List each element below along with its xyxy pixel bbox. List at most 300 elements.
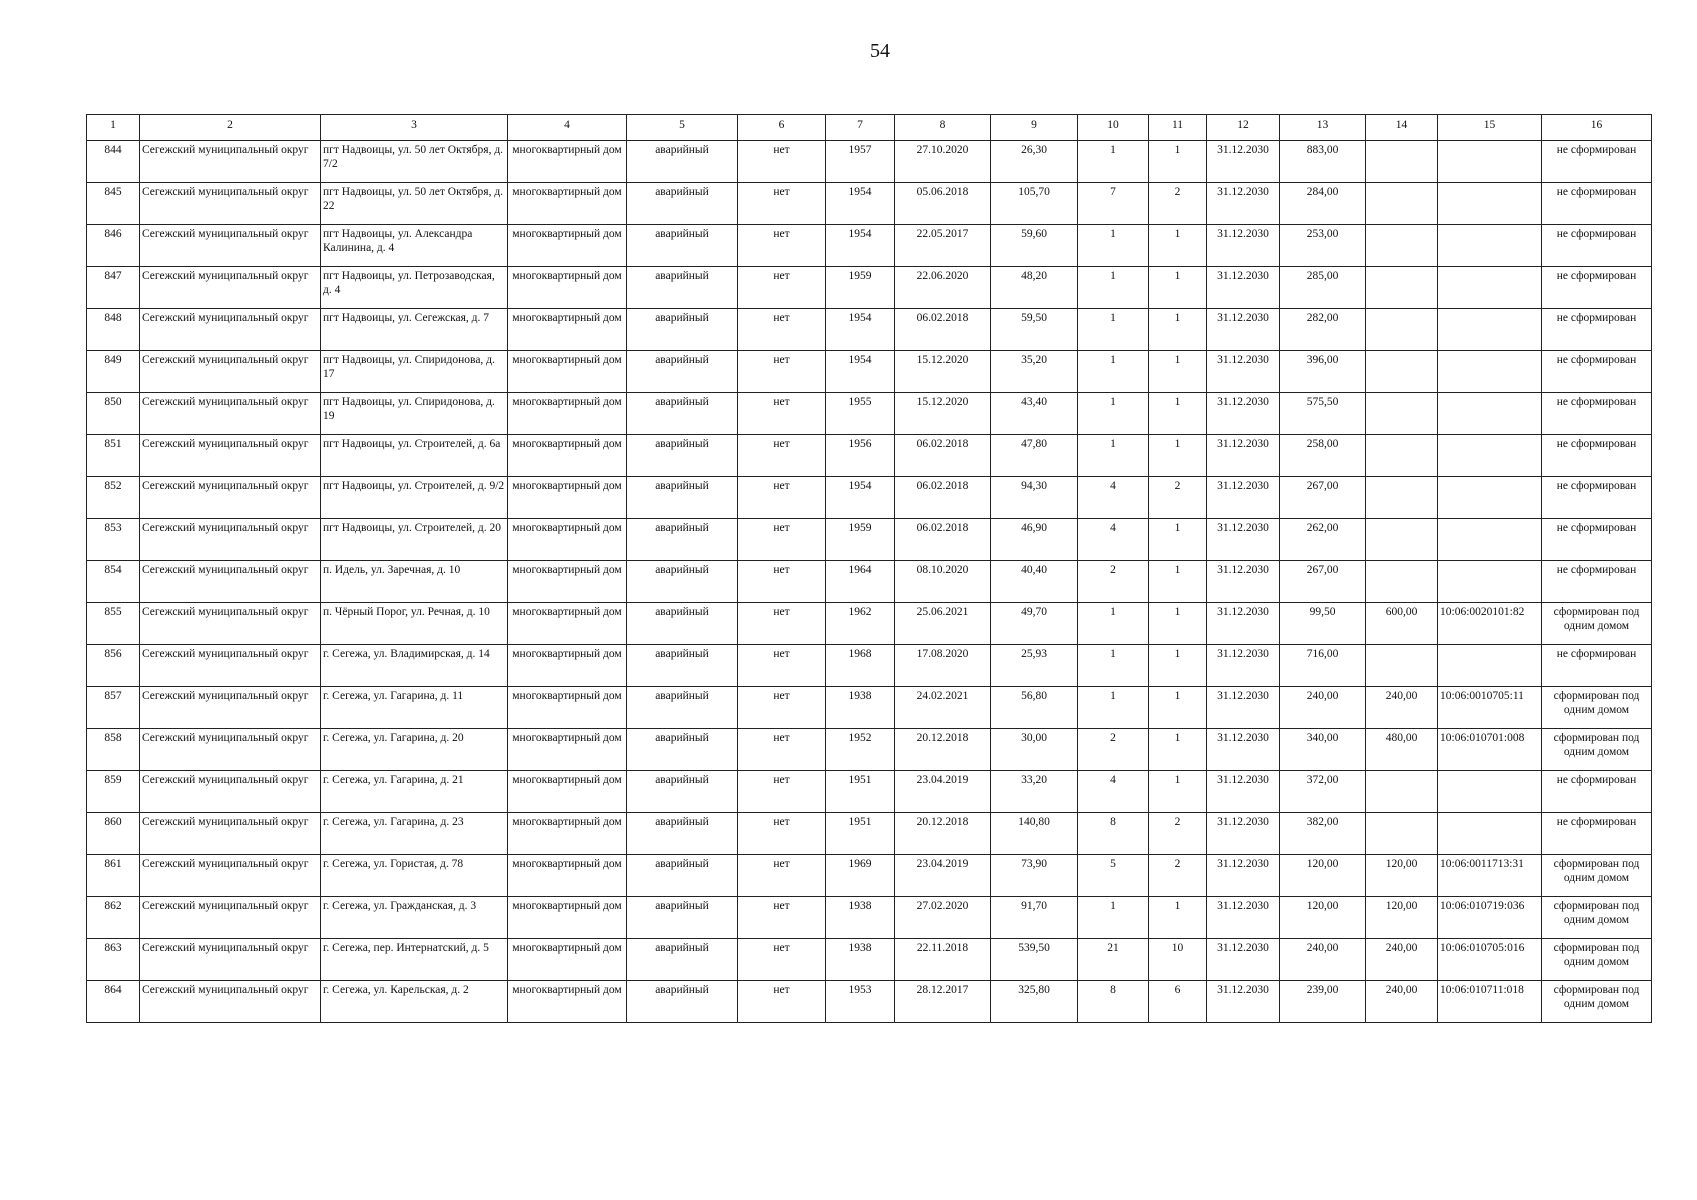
recognition-date-cell: 05.06.2018 <box>895 183 991 225</box>
building-type-cell: многоквартирный дом <box>508 141 627 183</box>
land-plot-status-cell: не сформирован <box>1542 351 1652 393</box>
address-cell: г. Сегежа, ул. Гагарина, д. 11 <box>321 687 508 729</box>
cadastral-number-cell <box>1438 141 1542 183</box>
column-6-cell: нет <box>738 603 826 645</box>
building-type-cell: многоквартирный дом <box>508 981 627 1023</box>
table-row <box>87 141 1652 183</box>
column-13-cell: 284,00 <box>1280 183 1366 225</box>
year-built-cell: 1956 <box>826 435 895 477</box>
condition-cell: аварийный <box>627 897 738 939</box>
condition-cell: аварийный <box>627 687 738 729</box>
cadastral-number-cell: 10:06:0010705:11 <box>1438 687 1542 729</box>
area-cell: 539,50 <box>991 939 1078 981</box>
land-plot-status-cell: не сформирован <box>1542 561 1652 603</box>
deadline-cell: 31.12.2030 <box>1207 435 1280 477</box>
cadastral-number-cell <box>1438 645 1542 687</box>
recognition-date-cell: 06.02.2018 <box>895 435 991 477</box>
deadline-cell: 31.12.2030 <box>1207 519 1280 561</box>
column-13-cell: 239,00 <box>1280 981 1366 1023</box>
column-10-cell: 8 <box>1078 981 1149 1023</box>
condition-cell: аварийный <box>627 729 738 771</box>
column-13-cell: 396,00 <box>1280 351 1366 393</box>
column-header-12: 12 <box>1207 115 1280 141</box>
cadastral-number-cell <box>1438 435 1542 477</box>
column-11-cell: 1 <box>1149 393 1207 435</box>
column-10-cell: 1 <box>1078 267 1149 309</box>
column-13-cell: 883,00 <box>1280 141 1366 183</box>
address-cell: г. Сегежа, ул. Гористая, д. 78 <box>321 855 508 897</box>
cadastral-number-cell: 10:06:010705:016 <box>1438 939 1542 981</box>
area-cell: 25,93 <box>991 645 1078 687</box>
cadastral-number-cell <box>1438 561 1542 603</box>
area-cell: 49,70 <box>991 603 1078 645</box>
column-header-14: 14 <box>1366 115 1438 141</box>
condition-cell: аварийный <box>627 225 738 267</box>
year-built-cell: 1954 <box>826 477 895 519</box>
recognition-date-cell: 20.12.2018 <box>895 729 991 771</box>
municipality-cell: Сегежский муниципальный округ <box>140 855 321 897</box>
municipality-cell: Сегежский муниципальный округ <box>140 183 321 225</box>
address-cell: п. Идель, ул. Заречная, д. 10 <box>321 561 508 603</box>
year-built-cell: 1954 <box>826 225 895 267</box>
table-row <box>87 225 1652 267</box>
land-plot-status-cell: сформирован под одним домом <box>1542 897 1652 939</box>
year-built-cell: 1957 <box>826 141 895 183</box>
cadastral-number-cell: 10:06:010711:018 <box>1438 981 1542 1023</box>
cadastral-number-cell: 10:06:010701:008 <box>1438 729 1542 771</box>
municipality-cell: Сегежский муниципальный округ <box>140 687 321 729</box>
deadline-cell: 31.12.2030 <box>1207 981 1280 1023</box>
address-cell: пгт Надвоицы, ул. Строителей, д. 6а <box>321 435 508 477</box>
column-10-cell: 8 <box>1078 813 1149 855</box>
column-10-cell: 21 <box>1078 939 1149 981</box>
row-number: 849 <box>87 351 140 393</box>
municipality-cell: Сегежский муниципальный округ <box>140 225 321 267</box>
condition-cell: аварийный <box>627 477 738 519</box>
cadastral-number-cell <box>1438 267 1542 309</box>
column-11-cell: 1 <box>1149 225 1207 267</box>
column-6-cell: нет <box>738 855 826 897</box>
land-plot-status-cell: сформирован под одним домом <box>1542 687 1652 729</box>
year-built-cell: 1969 <box>826 855 895 897</box>
year-built-cell: 1968 <box>826 645 895 687</box>
building-type-cell: многоквартирный дом <box>508 309 627 351</box>
area-cell: 35,20 <box>991 351 1078 393</box>
year-built-cell: 1955 <box>826 393 895 435</box>
column-14-cell: 480,00 <box>1366 729 1438 771</box>
column-6-cell: нет <box>738 309 826 351</box>
municipality-cell: Сегежский муниципальный округ <box>140 435 321 477</box>
table-row <box>87 855 1652 897</box>
column-13-cell: 120,00 <box>1280 855 1366 897</box>
cadastral-number-cell <box>1438 477 1542 519</box>
deadline-cell: 31.12.2030 <box>1207 603 1280 645</box>
land-plot-status-cell: не сформирован <box>1542 813 1652 855</box>
column-header-8: 8 <box>895 115 991 141</box>
column-10-cell: 1 <box>1078 645 1149 687</box>
address-cell: г. Сегежа, ул. Карельская, д. 2 <box>321 981 508 1023</box>
column-14-cell <box>1366 771 1438 813</box>
column-13-cell: 262,00 <box>1280 519 1366 561</box>
column-header-2: 2 <box>140 115 321 141</box>
recognition-date-cell: 06.02.2018 <box>895 519 991 561</box>
land-plot-status-cell: сформирован под одним домом <box>1542 939 1652 981</box>
land-plot-status-cell: не сформирован <box>1542 645 1652 687</box>
area-cell: 30,00 <box>991 729 1078 771</box>
cadastral-number-cell: 10:06:0020101:82 <box>1438 603 1542 645</box>
column-header-15: 15 <box>1438 115 1542 141</box>
column-11-cell: 2 <box>1149 477 1207 519</box>
building-type-cell: многоквартирный дом <box>508 687 627 729</box>
row-number: 853 <box>87 519 140 561</box>
area-cell: 33,20 <box>991 771 1078 813</box>
column-13-cell: 253,00 <box>1280 225 1366 267</box>
row-number: 855 <box>87 603 140 645</box>
recognition-date-cell: 06.02.2018 <box>895 309 991 351</box>
column-13-cell: 267,00 <box>1280 477 1366 519</box>
year-built-cell: 1938 <box>826 939 895 981</box>
column-6-cell: нет <box>738 141 826 183</box>
land-plot-status-cell: не сформирован <box>1542 393 1652 435</box>
address-cell: пгт Надвоицы, ул. 50 лет Октября, д. 7/2 <box>321 141 508 183</box>
column-11-cell: 1 <box>1149 309 1207 351</box>
area-cell: 43,40 <box>991 393 1078 435</box>
column-header-5: 5 <box>627 115 738 141</box>
row-number: 846 <box>87 225 140 267</box>
column-header-3: 3 <box>321 115 508 141</box>
column-10-cell: 5 <box>1078 855 1149 897</box>
column-6-cell: нет <box>738 645 826 687</box>
table-row <box>87 897 1652 939</box>
column-14-cell <box>1366 141 1438 183</box>
column-10-cell: 1 <box>1078 309 1149 351</box>
row-number: 854 <box>87 561 140 603</box>
deadline-cell: 31.12.2030 <box>1207 939 1280 981</box>
column-14-cell: 240,00 <box>1366 981 1438 1023</box>
building-type-cell: многоквартирный дом <box>508 183 627 225</box>
municipality-cell: Сегежский муниципальный округ <box>140 897 321 939</box>
column-header-6: 6 <box>738 115 826 141</box>
building-type-cell: многоквартирный дом <box>508 561 627 603</box>
column-14-cell <box>1366 351 1438 393</box>
column-11-cell: 1 <box>1149 603 1207 645</box>
municipality-cell: Сегежский муниципальный округ <box>140 309 321 351</box>
building-type-cell: многоквартирный дом <box>508 645 627 687</box>
deadline-cell: 31.12.2030 <box>1207 225 1280 267</box>
recognition-date-cell: 06.02.2018 <box>895 477 991 519</box>
condition-cell: аварийный <box>627 267 738 309</box>
table-row <box>87 729 1652 771</box>
column-11-cell: 1 <box>1149 771 1207 813</box>
column-14-cell <box>1366 393 1438 435</box>
table-row <box>87 687 1652 729</box>
deadline-cell: 31.12.2030 <box>1207 351 1280 393</box>
column-13-cell: 282,00 <box>1280 309 1366 351</box>
table-body <box>87 141 1652 1023</box>
cadastral-number-cell <box>1438 309 1542 351</box>
column-header-1: 1 <box>87 115 140 141</box>
column-11-cell: 1 <box>1149 687 1207 729</box>
cadastral-number-cell <box>1438 393 1542 435</box>
address-cell: пгт Надвоицы, ул. 50 лет Октября, д. 22 <box>321 183 508 225</box>
row-number: 864 <box>87 981 140 1023</box>
building-type-cell: многоквартирный дом <box>508 477 627 519</box>
recognition-date-cell: 20.12.2018 <box>895 813 991 855</box>
municipality-cell: Сегежский муниципальный округ <box>140 813 321 855</box>
municipality-cell: Сегежский муниципальный округ <box>140 561 321 603</box>
column-13-cell: 99,50 <box>1280 603 1366 645</box>
column-13-cell: 240,00 <box>1280 939 1366 981</box>
table-row <box>87 435 1652 477</box>
column-10-cell: 1 <box>1078 687 1149 729</box>
table-row <box>87 939 1652 981</box>
municipality-cell: Сегежский муниципальный округ <box>140 141 321 183</box>
column-14-cell <box>1366 309 1438 351</box>
address-cell: г. Сегежа, ул. Гагарина, д. 20 <box>321 729 508 771</box>
building-type-cell: многоквартирный дом <box>508 603 627 645</box>
column-10-cell: 4 <box>1078 771 1149 813</box>
year-built-cell: 1954 <box>826 183 895 225</box>
building-type-cell: многоквартирный дом <box>508 897 627 939</box>
column-header-4: 4 <box>508 115 627 141</box>
condition-cell: аварийный <box>627 183 738 225</box>
deadline-cell: 31.12.2030 <box>1207 267 1280 309</box>
column-6-cell: нет <box>738 561 826 603</box>
recognition-date-cell: 08.10.2020 <box>895 561 991 603</box>
cadastral-number-cell <box>1438 351 1542 393</box>
area-cell: 48,20 <box>991 267 1078 309</box>
condition-cell: аварийный <box>627 981 738 1023</box>
page-number: 54 <box>870 40 890 62</box>
column-10-cell: 7 <box>1078 183 1149 225</box>
column-14-cell <box>1366 225 1438 267</box>
year-built-cell: 1953 <box>826 981 895 1023</box>
column-10-cell: 1 <box>1078 351 1149 393</box>
land-plot-status-cell: не сформирован <box>1542 267 1652 309</box>
deadline-cell: 31.12.2030 <box>1207 393 1280 435</box>
row-number: 850 <box>87 393 140 435</box>
condition-cell: аварийный <box>627 435 738 477</box>
recognition-date-cell: 24.02.2021 <box>895 687 991 729</box>
deadline-cell: 31.12.2030 <box>1207 897 1280 939</box>
condition-cell: аварийный <box>627 351 738 393</box>
column-10-cell: 1 <box>1078 435 1149 477</box>
year-built-cell: 1951 <box>826 813 895 855</box>
condition-cell: аварийный <box>627 813 738 855</box>
building-type-cell: многоквартирный дом <box>508 267 627 309</box>
address-cell: г. Сегежа, ул. Гагарина, д. 21 <box>321 771 508 813</box>
deadline-cell: 31.12.2030 <box>1207 309 1280 351</box>
column-10-cell: 1 <box>1078 603 1149 645</box>
cadastral-number-cell <box>1438 183 1542 225</box>
column-13-cell: 258,00 <box>1280 435 1366 477</box>
area-cell: 26,30 <box>991 141 1078 183</box>
column-13-cell: 285,00 <box>1280 267 1366 309</box>
row-number: 858 <box>87 729 140 771</box>
deadline-cell: 31.12.2030 <box>1207 855 1280 897</box>
year-built-cell: 1952 <box>826 729 895 771</box>
column-14-cell <box>1366 477 1438 519</box>
building-type-cell: многоквартирный дом <box>508 393 627 435</box>
recognition-date-cell: 22.11.2018 <box>895 939 991 981</box>
cadastral-number-cell: 10:06:0011713:31 <box>1438 855 1542 897</box>
row-number: 844 <box>87 141 140 183</box>
year-built-cell: 1959 <box>826 519 895 561</box>
deadline-cell: 31.12.2030 <box>1207 813 1280 855</box>
row-number: 848 <box>87 309 140 351</box>
row-number: 851 <box>87 435 140 477</box>
building-type-cell: многоквартирный дом <box>508 729 627 771</box>
column-13-cell: 372,00 <box>1280 771 1366 813</box>
year-built-cell: 1954 <box>826 309 895 351</box>
column-11-cell: 6 <box>1149 981 1207 1023</box>
column-header-10: 10 <box>1078 115 1149 141</box>
column-11-cell: 1 <box>1149 729 1207 771</box>
land-plot-status-cell: сформирован под одним домом <box>1542 729 1652 771</box>
row-number: 852 <box>87 477 140 519</box>
row-number: 863 <box>87 939 140 981</box>
table-row <box>87 309 1652 351</box>
column-6-cell: нет <box>738 939 826 981</box>
column-14-cell: 240,00 <box>1366 939 1438 981</box>
land-plot-status-cell: сформирован под одним домом <box>1542 855 1652 897</box>
municipality-cell: Сегежский муниципальный округ <box>140 267 321 309</box>
address-cell: пгт Надвоицы, ул. Петрозаводская, д. 4 <box>321 267 508 309</box>
address-cell: г. Сегежа, ул. Гражданская, д. 3 <box>321 897 508 939</box>
column-6-cell: нет <box>738 435 826 477</box>
address-cell: пгт Надвоицы, ул. Спиридонова, д. 19 <box>321 393 508 435</box>
land-plot-status-cell: сформирован под одним домом <box>1542 603 1652 645</box>
address-cell: пгт Надвоицы, ул. Строителей, д. 9/2 <box>321 477 508 519</box>
building-type-cell: многоквартирный дом <box>508 351 627 393</box>
condition-cell: аварийный <box>627 771 738 813</box>
column-10-cell: 1 <box>1078 393 1149 435</box>
cadastral-number-cell <box>1438 771 1542 813</box>
row-number: 862 <box>87 897 140 939</box>
recognition-date-cell: 15.12.2020 <box>895 393 991 435</box>
column-6-cell: нет <box>738 477 826 519</box>
deadline-cell: 31.12.2030 <box>1207 729 1280 771</box>
recognition-date-cell: 22.06.2020 <box>895 267 991 309</box>
municipality-cell: Сегежский муниципальный округ <box>140 393 321 435</box>
column-10-cell: 4 <box>1078 519 1149 561</box>
column-6-cell: нет <box>738 519 826 561</box>
cadastral-number-cell <box>1438 225 1542 267</box>
column-6-cell: нет <box>738 813 826 855</box>
building-type-cell: многоквартирный дом <box>508 855 627 897</box>
column-10-cell: 1 <box>1078 897 1149 939</box>
column-13-cell: 382,00 <box>1280 813 1366 855</box>
address-cell: пгт Надвоицы, ул. Сегежская, д. 7 <box>321 309 508 351</box>
column-13-cell: 575,50 <box>1280 393 1366 435</box>
building-type-cell: многоквартирный дом <box>508 771 627 813</box>
column-6-cell: нет <box>738 183 826 225</box>
area-cell: 56,80 <box>991 687 1078 729</box>
table-row <box>87 645 1652 687</box>
column-14-cell <box>1366 813 1438 855</box>
building-type-cell: многоквартирный дом <box>508 813 627 855</box>
column-10-cell: 2 <box>1078 729 1149 771</box>
column-6-cell: нет <box>738 351 826 393</box>
table-row <box>87 267 1652 309</box>
area-cell: 140,80 <box>991 813 1078 855</box>
address-cell: г. Сегежа, ул. Владимирская, д. 14 <box>321 645 508 687</box>
column-11-cell: 2 <box>1149 813 1207 855</box>
cadastral-number-cell <box>1438 813 1542 855</box>
deadline-cell: 31.12.2030 <box>1207 645 1280 687</box>
condition-cell: аварийный <box>627 519 738 561</box>
table-row <box>87 813 1652 855</box>
column-14-cell: 600,00 <box>1366 603 1438 645</box>
column-6-cell: нет <box>738 897 826 939</box>
column-6-cell: нет <box>738 393 826 435</box>
building-type-cell: многоквартирный дом <box>508 939 627 981</box>
column-10-cell: 1 <box>1078 141 1149 183</box>
condition-cell: аварийный <box>627 309 738 351</box>
recognition-date-cell: 23.04.2019 <box>895 771 991 813</box>
column-13-cell: 716,00 <box>1280 645 1366 687</box>
row-number: 859 <box>87 771 140 813</box>
year-built-cell: 1962 <box>826 603 895 645</box>
deadline-cell: 31.12.2030 <box>1207 183 1280 225</box>
row-number: 847 <box>87 267 140 309</box>
column-10-cell: 1 <box>1078 225 1149 267</box>
area-cell: 47,80 <box>991 435 1078 477</box>
land-plot-status-cell: не сформирован <box>1542 141 1652 183</box>
recognition-date-cell: 17.08.2020 <box>895 645 991 687</box>
column-14-cell: 120,00 <box>1366 855 1438 897</box>
row-number: 857 <box>87 687 140 729</box>
housing-register-table <box>86 114 1652 1023</box>
municipality-cell: Сегежский муниципальный округ <box>140 519 321 561</box>
land-plot-status-cell: не сформирован <box>1542 225 1652 267</box>
table-row <box>87 393 1652 435</box>
column-header-16: 16 <box>1542 115 1652 141</box>
table-row <box>87 477 1652 519</box>
column-13-cell: 240,00 <box>1280 687 1366 729</box>
recognition-date-cell: 27.02.2020 <box>895 897 991 939</box>
year-built-cell: 1964 <box>826 561 895 603</box>
column-6-cell: нет <box>738 729 826 771</box>
column-11-cell: 1 <box>1149 561 1207 603</box>
column-11-cell: 1 <box>1149 435 1207 477</box>
column-11-cell: 2 <box>1149 855 1207 897</box>
column-header-9: 9 <box>991 115 1078 141</box>
cadastral-number-cell: 10:06:010719:036 <box>1438 897 1542 939</box>
column-14-cell <box>1366 561 1438 603</box>
column-14-cell <box>1366 645 1438 687</box>
column-11-cell: 1 <box>1149 351 1207 393</box>
column-6-cell: нет <box>738 225 826 267</box>
condition-cell: аварийный <box>627 855 738 897</box>
land-plot-status-cell: не сформирован <box>1542 309 1652 351</box>
area-cell: 325,80 <box>991 981 1078 1023</box>
column-13-cell: 267,00 <box>1280 561 1366 603</box>
condition-cell: аварийный <box>627 603 738 645</box>
land-plot-status-cell: не сформирован <box>1542 435 1652 477</box>
condition-cell: аварийный <box>627 939 738 981</box>
year-built-cell: 1954 <box>826 351 895 393</box>
table-row <box>87 603 1652 645</box>
building-type-cell: многоквартирный дом <box>508 519 627 561</box>
column-6-cell: нет <box>738 771 826 813</box>
address-cell: г. Сегежа, ул. Гагарина, д. 23 <box>321 813 508 855</box>
column-11-cell: 10 <box>1149 939 1207 981</box>
cadastral-number-cell <box>1438 519 1542 561</box>
area-cell: 46,90 <box>991 519 1078 561</box>
recognition-date-cell: 22.05.2017 <box>895 225 991 267</box>
column-header-7: 7 <box>826 115 895 141</box>
